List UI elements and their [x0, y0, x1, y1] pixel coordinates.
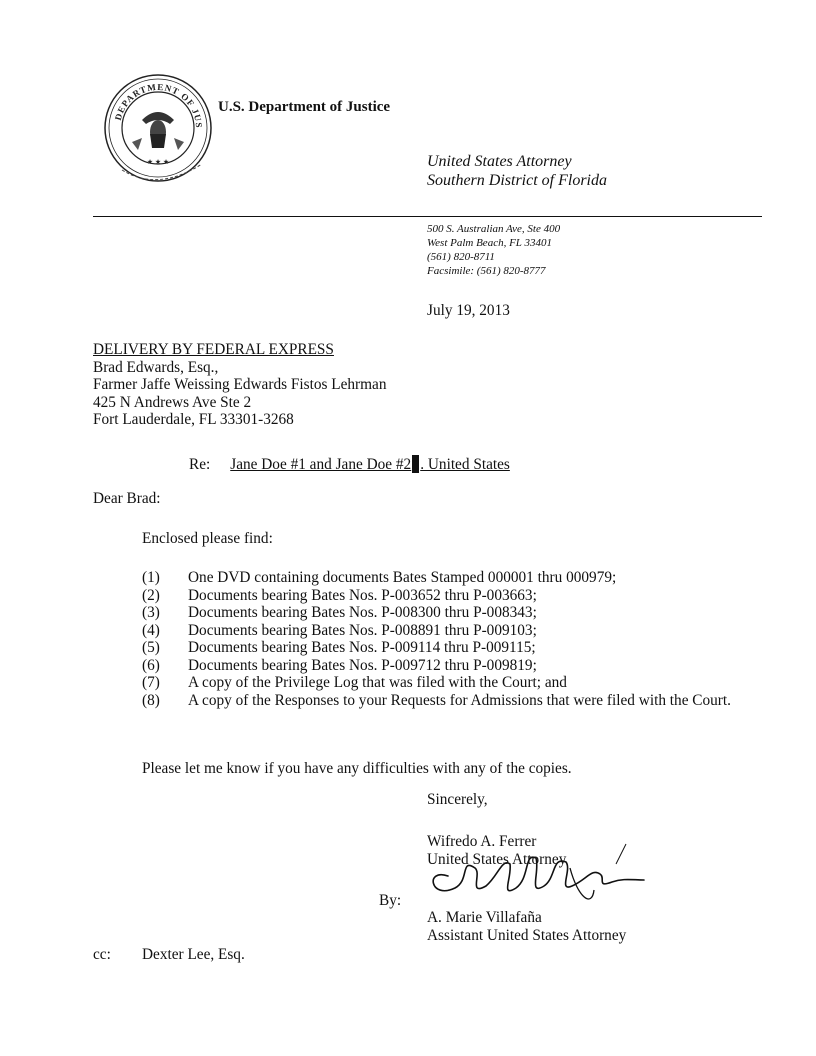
item-text: One DVD containing documents Bates Stamped 000001 thru 000979;: [188, 569, 617, 586]
item-number: (7): [142, 674, 160, 691]
cc-line: [93, 946, 245, 964]
item-number: (8): [142, 691, 160, 709]
assistant-title: Assistant United States Attorney: [427, 926, 627, 944]
item-text: Documents bearing Bates Nos. P-003652 thru P-003663;: [188, 586, 537, 604]
item-number: (5): [142, 639, 160, 656]
salutation: Dear Brad:: [93, 490, 161, 507]
list-item: [142, 639, 762, 657]
cc-name: Dexter Lee, Esq.: [142, 946, 245, 963]
recipient-firm: Farmer Jaffe Weissing Edwards Fistos Lehrman: [93, 376, 387, 393]
item-text: Documents bearing Bates Nos. P-008300 thru P-008343;: [188, 604, 537, 621]
svg-text:DEPARTMENT OF JUSTICE: DEPARTMENT OF JUS: [112, 81, 205, 129]
list-item: [142, 569, 762, 587]
office-block: [427, 152, 607, 190]
assistant-block: [427, 909, 626, 944]
signer-name: Wifredo A. Ferrer: [427, 833, 537, 850]
recipient-name: Brad Edwards, Esq.,: [93, 358, 219, 376]
recipient-city: Fort Lauderdale, FL 33301-3268: [93, 411, 294, 428]
address-fax: Facsimile: (561) 820-8777: [427, 265, 546, 277]
letter-date: July 19, 2013: [427, 302, 510, 319]
office-district: Southern District of Florida: [427, 172, 607, 189]
item-text: Documents bearing Bates Nos. P-009114 thru P-009115;: [188, 639, 536, 656]
list-item: [142, 587, 762, 605]
item-number: (3): [142, 604, 160, 621]
item-number: (4): [142, 621, 160, 639]
cc-label: cc:: [93, 946, 111, 963]
list-item: [142, 622, 762, 640]
header-divider: [93, 216, 762, 217]
office-address: [427, 222, 560, 278]
doj-seal-icon: [102, 72, 214, 184]
item-number: (1): [142, 569, 160, 586]
redaction-mark: [412, 455, 419, 473]
list-item: [142, 604, 762, 622]
address-city: West Palm Beach, FL 33401: [427, 237, 552, 249]
list-item: [142, 674, 762, 692]
complimentary-close: Sincerely,: [427, 791, 488, 808]
agency-name: U.S. Department of Justice: [218, 99, 391, 115]
case-part2: . United States: [420, 456, 510, 473]
by-label: By:: [379, 892, 402, 909]
enclosure-intro: Enclosed please find:: [142, 530, 273, 547]
delivery-method: DELIVERY BY FEDERAL EXPRESS: [93, 341, 334, 358]
item-text: A copy of the Privilege Log that was filed with the Court; and: [188, 674, 567, 691]
recipient-street: 425 N Andrews Ave Ste 2: [93, 393, 252, 411]
address-phone: (561) 820-8711: [427, 251, 495, 263]
item-text: Documents bearing Bates Nos. P-009712 thru P-009819;: [188, 656, 537, 674]
case-part1: Jane Doe #1 and Jane Doe #2: [230, 456, 412, 473]
signer-title: United States Attorney: [427, 850, 567, 868]
item-number: (6): [142, 656, 160, 674]
re-label: Re:: [189, 456, 211, 473]
item-text: A copy of the Responses to your Requests for Admissions that were filed with the Court.: [188, 691, 731, 709]
list-item: [142, 657, 762, 675]
address-street: 500 S. Australian Ave, Ste 400: [427, 223, 561, 235]
svg-text:★ ★ ★: ★ ★ ★: [146, 158, 170, 166]
closing-paragraph: Please let me know if you have any difficulties with any of the copies.: [142, 760, 572, 777]
item-number: (2): [142, 586, 160, 604]
case-caption: [230, 456, 510, 473]
re-line: [189, 455, 510, 474]
handwritten-signature: [420, 838, 650, 908]
recipient-block: [93, 341, 386, 429]
list-item: [142, 692, 762, 710]
assistant-name: A. Marie Villafaña: [427, 909, 542, 926]
office-title: United States Attorney: [427, 153, 572, 170]
enclosure-list: [142, 569, 762, 709]
item-text: Documents bearing Bates Nos. P-008891 thru P-009103;: [188, 621, 537, 639]
